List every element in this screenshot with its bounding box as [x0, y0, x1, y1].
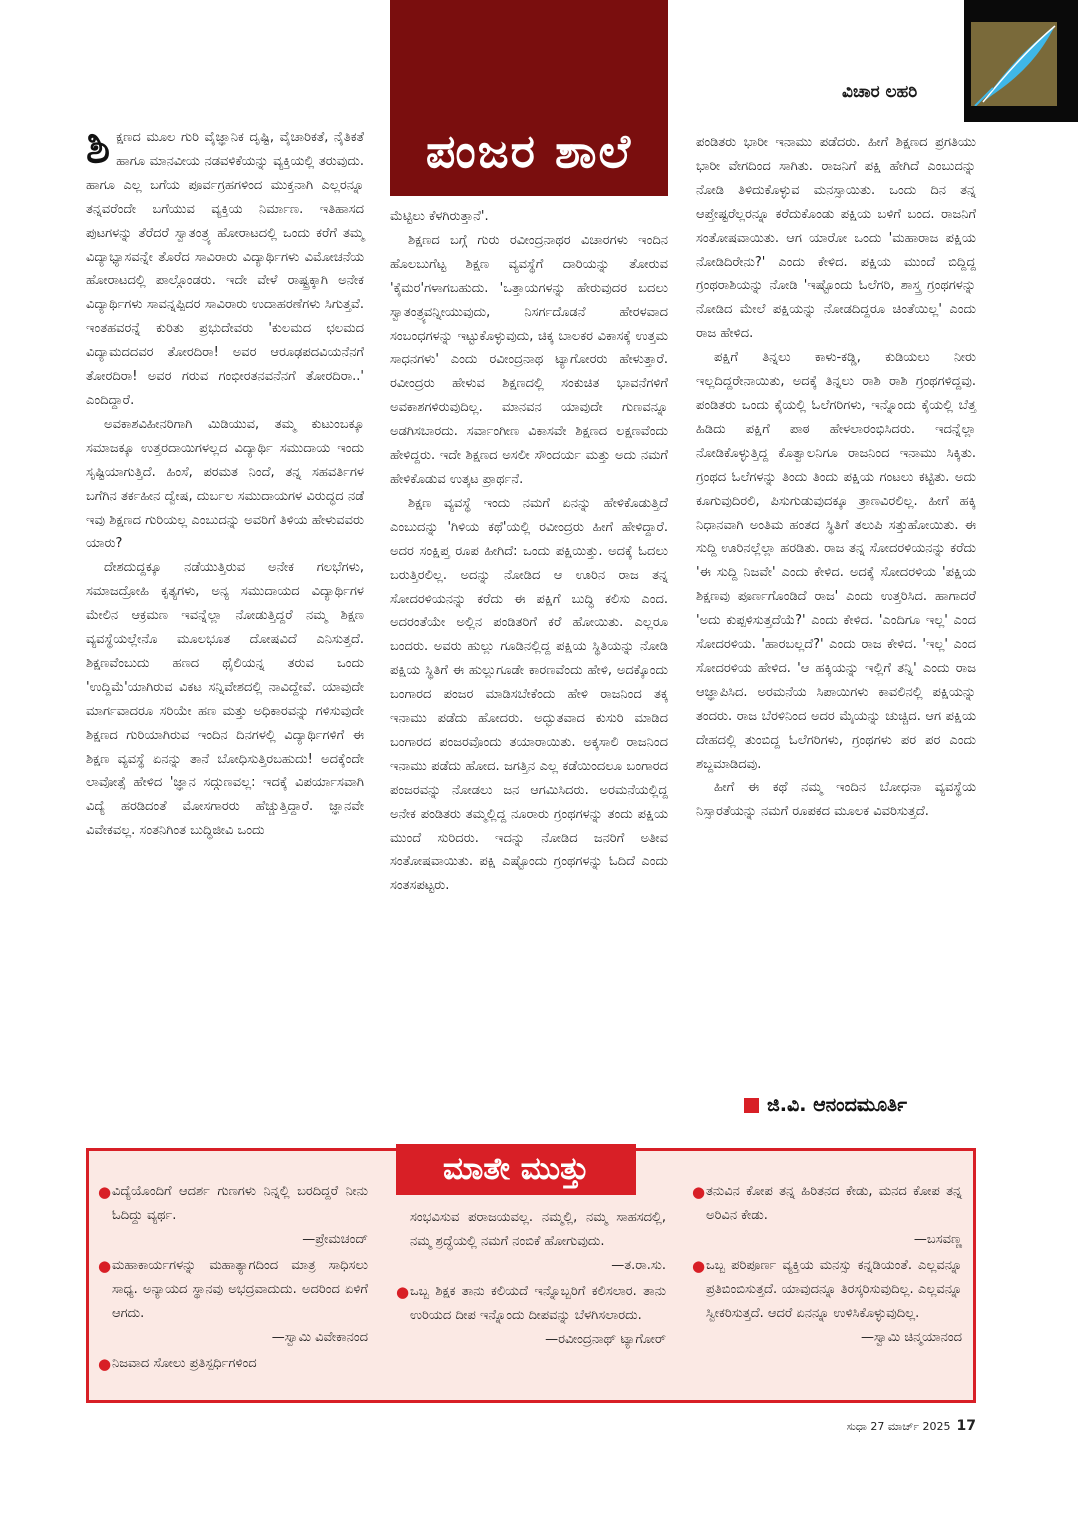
- article-column-2: [390, 205, 668, 898]
- page-number: 17: [956, 1418, 976, 1434]
- quote-author: —ರವೀಂದ್ರನಾಥ್ ಟ್ಯಾಗೋರ್: [545, 1332, 666, 1347]
- quotes-title: ಮಾತೇ ಮುತ್ತು: [396, 1144, 636, 1195]
- author-name: ಜಿ.ವಿ. ಆನಂದಮೂರ್ತಿ: [767, 1094, 907, 1116]
- quotes-column-2: [396, 1206, 666, 1354]
- bullet-icon: ●: [692, 1183, 706, 1201]
- bullet-icon: ●: [396, 1283, 410, 1301]
- feather-icon: [971, 22, 1057, 106]
- feather-logo-block: [964, 0, 1078, 122]
- quote-author: —ತ.ರಾ.ಸು.: [611, 1258, 666, 1273]
- quotes-column-1: [98, 1180, 368, 1376]
- quotes-column-3: [692, 1180, 962, 1352]
- quote-item: ● ವಿದ್ಯೆಯೊಂದಿಗೆ ಆದರ್ಶ ಗುಣಗಳು ನಿನ್ನಲ್ಲಿ ಬರದಿದ್ದರೆ ನೀನು ಓದಿದ್ದು ವ್ಯರ್ಥ.: [98, 1180, 368, 1228]
- bullet-icon: ●: [98, 1355, 112, 1373]
- quote-author: —ಸ್ವಾಮಿ ಚಿನ್ಮಯಾನಂದ: [860, 1330, 962, 1345]
- page-title: ಪಂಜರ ಶಾಲೆ: [425, 124, 633, 178]
- quote-author: —ಪ್ರೇಮಚಂದ್: [302, 1232, 368, 1247]
- article-paragraph: ಹೀಗೆ ಈ ಕಥೆ ನಮ್ಮ ಇಂದಿನ ಬೋಧನಾ ವ್ಯವಸ್ಥೆಯ ನಿಸ್ಸಾರತೆಯನ್ನು ನಮಗೆ ರೂಪಕದ ಮೂಲಕ ವಿವರಿಸುತ್ತದೆ.: [696, 780, 976, 820]
- bullet-icon: ●: [98, 1257, 112, 1275]
- bullet-icon: ●: [98, 1183, 112, 1201]
- article-column-3: [696, 131, 976, 824]
- article-paragraph: ಶಿಕ್ಷಣದ ಮೂಲ ಗುರಿ ವೈಜ್ಞಾನಿಕ ದೃಷ್ಟಿ, ವೈಚಾರಿಕತೆ, ನೈತಿಕತೆ ಹಾಗೂ ಮಾನವೀಯ ನಡವಳಿಕೆಯನ್ನು ವ್ಯಕ್ತಿಯಲ್ಲಿ ತರುವುದು. ಹಾಗೂ ಎಲ್ಲ ಬಗೆಯ ಪೂರ್ವಗ್ರಹಗಳಿಂದ ಮುಕ್ತನಾಗಿ ಎಲ್ಲರನ್ನೂ ತನ್ನವರೆಂದೇ ಬಗೆಯುವ ವ್ಯಕ್ತಿಯ ನಿರ್ಮಾಣ. ಇತಿಹಾಸದ ಪುಟಗಳನ್ನು ತೆರೆದರೆ ಸ್ವಾತಂತ್ರ್ಯ ಹೋರಾಟದಲ್ಲಿ ಒಂದು ಕರೆಗೆ ತಮ್ಮ ವಿದ್ಯಾಭ್ಯಾಸವನ್ನೇ ತೊರೆದ ಸಾವಿರಾರು ವಿದ್ಯಾರ್ಥಿಗಳು ವಿಮೋಚನೆಯ ಹೋರಾಟದಲ್ಲಿ ಪಾಲ್ಗೊಂಡರು. ಇದೇ ವೇಳೆ ರಾಷ್ಟ್ರಕ್ಕಾಗಿ ಅನೇಕ ವಿದ್ಯಾರ್ಥಿಗಳು ಸಾವನ್ನಪ್ಪಿದರ ಸಾವಿರಾರು ಉದಾಹರಣೆಗಳು ಸಿಗುತ್ತವೆ. ಇಂತಹವರನ್ನೆ ಕುರಿತು ಪ್ರಭುದೇವರು 'ಕುಲಮದ ಛಲಮದ ವಿದ್ಯಾಮದದವರ ತೋರದಿರಾ! ಅವರ ಆರೂಢಪದವಿಯನೆನಗೆ ತೋರದಿರಾ! ಅವರ ಗರುವ ಗಂಭೀರತನವನೆನಗೆ ತೋರದಿರಾ..' ಎಂದಿದ್ದಾರೆ.: [86, 122, 364, 408]
- bullet-icon: ●: [692, 1257, 706, 1275]
- article-paragraph: ಪಂಡಿತರು ಭಾರೀ ಇನಾಮು ಪಡೆದರು. ಹೀಗೆ ಶಿಕ್ಷಣದ ಪ್ರಗತಿಯು ಭಾರೀ ವೇಗದಿಂದ ಸಾಗಿತು. ರಾಜನಿಗೆ ಪಕ್ಷಿ ಹೇಗಿದೆ ಎಂಬುದನ್ನು ನೋಡಿ ತಿಳಿದುಕೊಳ್ಳುವ ಮನಸ್ಸಾಯಿತು. ಒಂದು ದಿನ ತನ್ನ ಆಪ್ತೇಷ್ಟರೆಲ್ಲರನ್ನೂ ಕರೆದುಕೊಂಡು ಪಕ್ಷಿಯ ಬಳಿಗೆ ಬಂದ. ರಾಜನಿಗೆ ಸಂತೋಷವಾಯಿತು. ಆಗ ಯಾರೋ ಒಂದು 'ಮಹಾರಾಜ ಪಕ್ಷಿಯ ನೋಡಿದಿರೇನು?' ಎಂದು ಕೇಳಿದ. ಪಕ್ಷಿಯ ಮುಂದೆ ಬಿದ್ದಿದ್ದ ಗ್ರಂಥರಾಶಿಯನ್ನು ನೋಡಿ 'ಇಷ್ಟೊಂದು ಓಲೆಗರಿ, ಶಾಸ್ತ್ರ ಗ್ರಂಥಗಳನ್ನು ನೋಡಿದ ಮೇಲೆ ಪಕ್ಷಿಯನ್ನು ನೋಡದಿದ್ದರೂ ಚಿಂತೆಯಿಲ್ಲ' ಎಂದು ರಾಜ ಹೇಳಿದ.: [696, 135, 976, 342]
- quote-item: ಸಂಭವಿಸುವ ಪರಾಜಯವಲ್ಲ. ನಮ್ಮಲ್ಲಿ, ನಮ್ಮ ಸಾಹಸದಲ್ಲಿ, ನಮ್ಮ ಶ್ರದ್ಧೆಯಲ್ಲಿ ನಮಗೆ ನಂಬಿಕೆ ಹೋಗುವುದು.: [410, 1210, 666, 1249]
- quote-author: —ಬಸವಣ್ಣ: [913, 1232, 962, 1247]
- article-paragraph: ದೇಶದುದ್ದಕ್ಕೂ ನಡೆಯುತ್ತಿರುವ ಅನೇಕ ಗಲಭೆಗಳು, ಸಮಾಜದ್ರೋಹಿ ಕೃತ್ಯಗಳು, ಅನ್ಯ ಸಮುದಾಯದ ವಿದ್ಯಾರ್ಥಿಗಳ ಮೇಲಿನ ಆಕ್ರಮಣ ಇವನ್ನೆಲ್ಲಾ ನೋಡುತ್ತಿದ್ದರೆ ನಮ್ಮ ಶಿಕ್ಷಣ ವ್ಯವಸ್ಥೆಯಲ್ಲೇನೊ ಮೂಲಭೂತ ದೋಷವಿದೆ ಎನಿಸುತ್ತದೆ. ಶಿಕ್ಷಣವೆಂಬುದು ಹಣದ ಥೈಲಿಯನ್ನ ತರುವ ಒಂದು 'ಉದ್ದಿಮೆ'ಯಾಗಿರುವ ವಿಕಟ ಸನ್ನಿವೇಶದಲ್ಲಿ ನಾವಿದ್ದೇವೆ. ಯಾವುದೇ ಮಾರ್ಗವಾದರೂ ಸರಿಯೇ ಹಣ ಮತ್ತು ಅಧಿಕಾರವನ್ನು ಗಳಿಸುವುದೇ ಶಿಕ್ಷಣದ ಗುರಿಯಾಗಿರುವ ಇಂದಿನ ದಿನಗಳಲ್ಲಿ ವಿದ್ಯಾರ್ಥಿಗಳಿಗೆ ಈ ಶಿಕ್ಷಣ ವ್ಯವಸ್ಥೆ ಏನನ್ನು ತಾನೆ ಬೋಧಿಸುತ್ತಿರಬಹುದು! ಅದಕ್ಕೆಂದೇ ಲಾವೋತ್ಸೆ ಹೇಳಿದ 'ಜ್ಞಾನ ಸದ್ಗುಣವಲ್ಲ: ಇದಕ್ಕೆ ವಿಪರ್ಯಾಸವಾಗಿ ವಿದ್ಯೆ ಹರಡಿದಂತೆ ಮೋಸಗಾರರು ಹೆಚ್ಚುತ್ತಿದ್ದಾರೆ. ಜ್ಞಾನವೇ ವಿವೇಕವಲ್ಲ. ಸಂತನಿಗಿಂತ ಬುದ್ಧಿಜೀವಿ ಒಂದು: [86, 560, 364, 839]
- section-label: ವಿಚಾರ ಲಹರಿ: [842, 82, 918, 102]
- quote-item: ● ಒಬ್ಬ ಶಿಕ್ಷಕ ತಾನು ಕಲಿಯದೆ ಇನ್ನೊಬ್ಬರಿಗೆ ಕಲಿಸಲಾರ. ತಾನು ಉರಿಯದ ದೀಪ ಇನ್ನೊಂದು ದೀಪವನ್ನು ಬೆಳಗಿಸಲಾರದು.: [396, 1280, 666, 1328]
- quote-item: ● ತನುವಿನ ಕೋಪ ತನ್ನ ಹಿರಿತನದ ಕೇಡು, ಮನದ ಕೋಪ ತನ್ನ ಅರಿವಿನ ಕೇಡು.: [692, 1180, 962, 1228]
- page-footer: [847, 1418, 976, 1434]
- byline-square-icon: [744, 1098, 759, 1113]
- quote-item: ● ಮಹಾಕಾರ್ಯಗಳನ್ನು ಮಹಾತ್ಯಾಗದಿಂದ ಮಾತ್ರ ಸಾಧಿಸಲು ಸಾಧ್ಯ. ಅನ್ಯಾಯದ ಸ್ಥಾನವು ಅಭದ್ರವಾದುದು. ಅದರಿಂದ ಏಳಿಗೆ ಆಗದು.: [98, 1254, 368, 1326]
- article-paragraph: ಶಿಕ್ಷಣ ವ್ಯವಸ್ಥೆ ಇಂದು ನಮಗೆ ಏನನ್ನು ಹೇಳಿಕೊಡುತ್ತಿದೆ ಎಂಬುದನ್ನು 'ಗಿಳಿಯ ಕಥೆ'ಯಲ್ಲಿ ರವೀಂದ್ರರು ಹೀಗೆ ಹೇಳಿದ್ದಾರೆ. ಅದರ ಸಂಕ್ಷಿಪ್ತ ರೂಪ ಹೀಗಿದೆ: ಒಂದು ಪಕ್ಷಿಯಿತ್ತು. ಅದಕ್ಕೆ ಓದಲು ಬರುತ್ತಿರಲಿಲ್ಲ. ಅದನ್ನು ನೋಡಿದ ಆ ಊರಿನ ರಾಜ ತನ್ನ ಸೋದರಳಿಯನನ್ನು ಕರೆದು ಈ ಪಕ್ಷಿಗೆ ಬುದ್ಧಿ ಕಲಿಸು ಎಂದ. ಅದರಂತೆಯೇ ಅಲ್ಲಿನ ಪಂಡಿತರಿಗೆ ಕರೆ ಹೋಯಿತು. ಎಲ್ಲರೂ ಬಂದರು. ಅವರು ಹುಲ್ಲು ಗೂಡಿನಲ್ಲಿದ್ದ ಪಕ್ಷಿಯ ಸ್ಥಿತಿಯನ್ನು ನೋಡಿ ಪಕ್ಷಿಯ ಸ್ಥಿತಿಗೆ ಈ ಹುಲ್ಲುಗೂಡೇ ಕಾರಣವೆಂದು ಹೇಳಿ, ಅದಕ್ಕೊಂದು ಬಂಗಾರದ ಪಂಜರ ಮಾಡಿಸಬೇಕೆಂದು ಹೇಳಿ ರಾಜನಿಂದ ತಕ್ಕ ಇನಾಮು ಪಡೆದು ಹೋದರು. ಅದ್ಭುತವಾದ ಕುಸುರಿ ಮಾಡಿದ ಬಂಗಾರದ ಪಂಜರವೊಂದು ತಯಾರಾಯಿತು. ಅಕ್ಕಸಾಲಿ ರಾಜನಿಂದ ಇನಾಮು ಪಡೆದು ಹೋದ. ಜಗತ್ತಿನ ಎಲ್ಲ ಕಡೆಯಿಂದಲೂ ಬಂಗಾರದ ಪಂಜರವನ್ನು ನೋಡಲು ಜನ ಆಗಮಿಸಿದರು. ಅರಮನೆಯಲ್ಲಿದ್ದ ಅನೇಕ ಪಂಡಿತರು ತಮ್ಮಲ್ಲಿದ್ದ ನೂರಾರು ಗ್ರಂಥಗಳನ್ನು ತಂದು ಪಕ್ಷಿಯ ಮುಂದೆ ಸುರಿದರು. ಇದನ್ನು ನೋಡಿದ ಜನರಿಗೆ ಅತೀವ ಸಂತೋಷವಾಯಿತು. ಪಕ್ಷಿ ಎಷ್ಟೊಂದು ಗ್ರಂಥಗಳನ್ನು ಓದಿದೆ ಎಂದು ಸಂತಸಪಟ್ಟರು.: [390, 495, 668, 894]
- author-byline: [744, 1094, 907, 1116]
- quote-item: ● ನಿಜವಾದ ಸೋಲು ಪ್ರತಿಸ್ಪರ್ಧಿಗಳಿಂದ: [98, 1352, 368, 1376]
- article-column-1: [86, 122, 364, 843]
- article-paragraph: ಶಿಕ್ಷಣದ ಬಗ್ಗೆ ಗುರು ರವೀಂದ್ರನಾಥರ ವಿಚಾರಗಳು ಇಂದಿನ ಹೊಲಬುಗೆಟ್ಟ ಶಿಕ್ಷಣ ವ್ಯವಸ್ಥೆಗೆ ದಾರಿಯನ್ನು ತೋರುವ 'ಕೈಮರ'ಗಳಾಗಬಹುದು. 'ಒತ್ತಾಯಗಳನ್ನು ಹೇರುವುದರ ಬದಲು ಸ್ವಾತಂತ್ರ್ಯವನ್ನೀಯುವುದು, ನಿಸರ್ಗದೊಡನೆ ಹೇರಳವಾದ ಸಂಬಂಧಗಳನ್ನು ಇಟ್ಟುಕೊಳ್ಳುವುದು, ಚಿಕ್ಕ ಬಾಲಕರ ವಿಕಾಸಕ್ಕೆ ಉತ್ತಮ ಸಾಧನಗಳು' ಎಂದು ರವೀಂದ್ರನಾಥ ಟ್ಯಾಗೋರರು ಹೇಳುತ್ತಾರೆ. ರವೀಂದ್ರರು ಹೇಳುವ ಶಿಕ್ಷಣದಲ್ಲಿ ಸಂಕುಚಿತ ಭಾವನೆಗಳಿಗೆ ಅವಕಾಶಗಳಿರುವುದಿಲ್ಲ. ಮಾನವನ ಯಾವುದೇ ಗುಣವನ್ನೂ ಅಡಗಿಸಬಾರದು. ಸರ್ವಾಂಗೀಣ ವಿಕಾಸವೇ ಶಿಕ್ಷಣದ ಲಕ್ಷಣವೆಂದು ಹೇಳಿದ್ದರು. ಇದೇ ಶಿಕ್ಷಣದ ಅಸಲೀ ಸೌಂದರ್ಯ ಮತ್ತು ಅದು ನಮಗೆ ಹೇಳಿಕೊಡುವ ಉತ್ಕಟ ಪ್ರಾರ್ಥನೆ.: [390, 232, 668, 487]
- article-paragraph: ಅವಕಾಶವಿಹೀನರಿಗಾಗಿ ಮಿಡಿಯುವ, ತಮ್ಮ ಕುಟುಂಬಕ್ಕೂ ಸಮಾಜಕ್ಕೂ ಉತ್ತರದಾಯಿಗಳಲ್ಲದ ವಿದ್ಯಾರ್ಥಿ ಸಮುದಾಯ ಇಂದು ಸೃಷ್ಟಿಯಾಗುತ್ತಿದೆ. ಹಿಂಸೆ, ಪರಮತ ನಿಂದೆ, ತನ್ನ ಸಹವರ್ತಿಗಳ ಬಗೆಗಿನ ತರ್ಕಹೀನ ದ್ವೇಷ, ದುರ್ಬಲ ಸಮುದಾಯಗಳ ವಿರುದ್ಧದ ನಡೆ ಇವು ಶಿಕ್ಷಣದ ಗುರಿಯಲ್ಲ ಎಂಬುದನ್ನು ಅವರಿಗೆ ತಿಳಿಯ ಹೇಳುವವರು ಯಾರು?: [86, 416, 364, 552]
- article-paragraph: ಪಕ್ಷಿಗೆ ತಿನ್ನಲು ಕಾಳು-ಕಡ್ಡಿ, ಕುಡಿಯಲು ನೀರು ಇಲ್ಲದಿದ್ದರೇನಾಯಿತು, ಅದಕ್ಕೆ ತಿನ್ನಲು ರಾಶಿ ರಾಶಿ ಗ್ರಂಥಗಳಿದ್ದವು. ಪಂಡಿತರು ಒಂದು ಕೈಯಲ್ಲಿ ಓಲೆಗರಿಗಳು, ಇನ್ನೊಂದು ಕೈಯಲ್ಲಿ ಬೆತ್ತ ಹಿಡಿದು ಪಕ್ಷಿಗೆ ಪಾಠ ಹೇಳಲಾರಂಭಿಸಿದರು. ಇದನ್ನೆಲ್ಲಾ ನೋಡಿಕೊಳ್ಳುತ್ತಿದ್ದ ಕೊತ್ವಾಲನಿಗೂ ರಾಜನಿಂದ ಇನಾಮು ಸಿಕ್ಕಿತು. ಗ್ರಂಥದ ಓಲೆಗಳನ್ನು ತಿಂದು ತಿಂದು ಪಕ್ಷಿಯ ಗಂಟಲು ಕಟ್ಟಿತು. ಅದು ಕೂಗುವುದಿರಲಿ, ಪಿಸುಗುಡುವುದಕ್ಕೂ ತ್ರಾಣವಿರಲಿಲ್ಲ. ಹೀಗೆ ಹಕ್ಕಿ ನಿಧಾನವಾಗಿ ಅಂತಿಮ ಹಂತದ ಸ್ಥಿತಿಗೆ ತಲುಪಿ ಸತ್ತುಹೋಯಿತು. ಈ ಸುದ್ದಿ ಊರಿನಲ್ಲೆಲ್ಲಾ ಹರಡಿತು. ರಾಜ ತನ್ನ ಸೋದರಳಿಯನನ್ನು ಕರೆದು 'ಈ ಸುದ್ದಿ ನಿಜವೇ' ಎಂದು ಕೇಳಿದ. ಅದಕ್ಕೆ ಸೋದರಳಿಯ 'ಪಕ್ಷಿಯ ಶಿಕ್ಷಣವು ಪೂರ್ಣಗೊಂಡಿದೆ ರಾಜ' ಎಂದು ಉತ್ತರಿಸಿದ. ಹಾಗಾದರೆ 'ಅದು ಕುಪ್ಪಳಿಸುತ್ತದೆಯೆ?' ಎಂದು ಕೇಳಿದ. 'ಎಂದಿಗೂ ಇಲ್ಲ' ಎಂದ ಸೋದರಳಿಯ. 'ಹಾರಬಲ್ಲದೆ?' ಎಂದು ರಾಜ ಕೇಳಿದ. 'ಇಲ್ಲ' ಎಂದ ಸೋದರಳಿಯ ಹೇಳಿದ. 'ಆ ಹಕ್ಕಿಯನ್ನು ಇಲ್ಲಿಗೆ ತನ್ನಿ' ಎಂದು ರಾಜ ಆಜ್ಞಾಪಿಸಿದ. ಅರಮನೆಯ ಸಿಪಾಯಿಗಳು ಕಾವಲಿನಲ್ಲಿ ಪಕ್ಷಿಯನ್ನು ತಂದರು. ರಾಜ ಬೆರಳಿನಿಂದ ಅದರ ಮೈಯನ್ನು ಚುಚ್ಚಿದ. ಆಗ ಪಕ್ಷಿಯ ದೇಹದಲ್ಲಿ ತುಂಬಿದ್ದ ಓಲೆಗರಿಗಳು, ಗ್ರಂಥಗಳು ಪರ ಪರ ಎಂದು ಶಬ್ದಮಾಡಿದವು.: [696, 350, 976, 772]
- title-banner: [390, 0, 668, 196]
- article-paragraph: ಮೆಟ್ಟಿಲು ಕೆಳಗಿರುತ್ತಾನೆ'.: [390, 209, 489, 224]
- quote-item: ● ಒಬ್ಬ ಪರಿಪೂರ್ಣ ವ್ಯಕ್ತಿಯ ಮನಸ್ಸು ಕನ್ನಡಿಯಂತೆ. ಎಲ್ಲವನ್ನೂ ಪ್ರತಿಬಿಂಬಿಸುತ್ತದೆ. ಯಾವುದನ್ನೂ ತಿರಸ್ಕರಿಸುವುದಿಲ್ಲ. ಎಲ್ಲವನ್ನೂ ಸ್ವೀಕರಿಸುತ್ತದೆ. ಆದರೆ ಏನನ್ನೂ ಉಳಿಸಿಕೊಳ್ಳುವುದಿಲ್ಲ.: [692, 1254, 962, 1326]
- quote-author: —ಸ್ವಾಮಿ ವಿವೇಕಾನಂದ: [271, 1330, 368, 1345]
- issue-info: ಸುಧಾ 27 ಮಾರ್ಚ್ 2025: [846, 1420, 951, 1433]
- drop-cap: ಶಿ: [86, 122, 111, 173]
